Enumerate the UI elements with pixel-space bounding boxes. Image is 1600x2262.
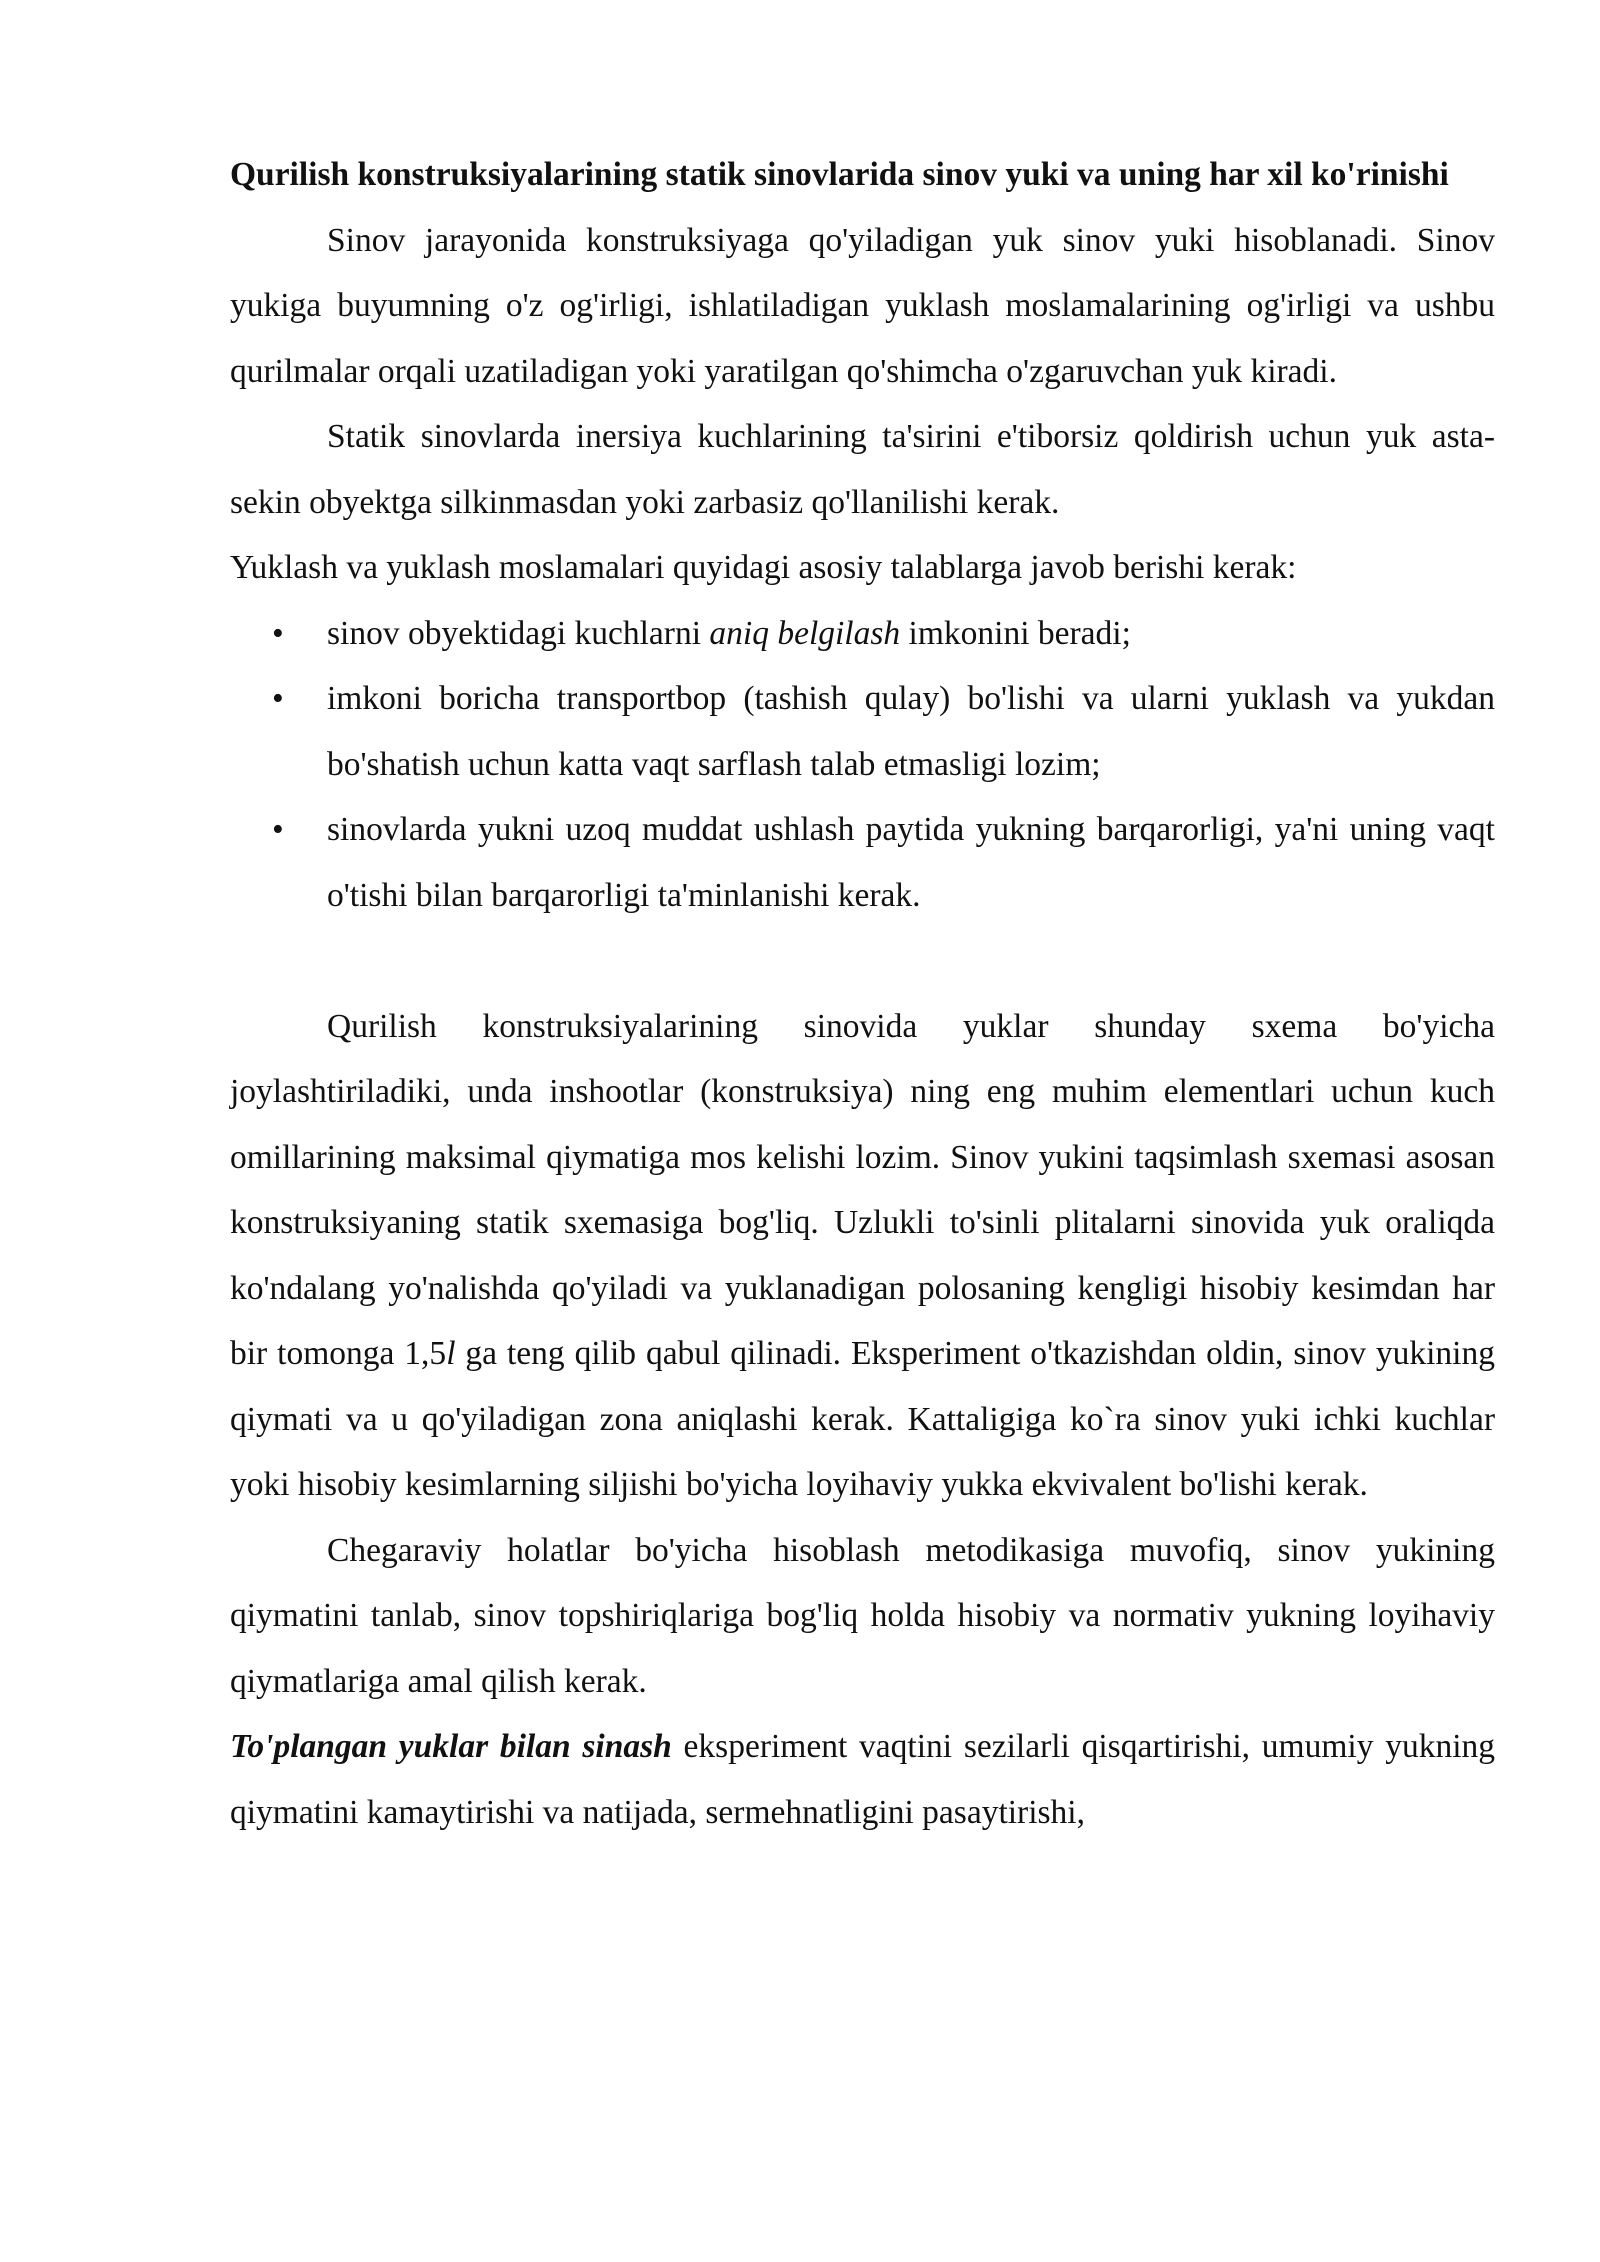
document-title: Qurilish konstruksiyalarining statik sinovlarida sinov yuki va uning har xil ko'rinishi (230, 156, 1449, 193)
span-variable: l (446, 1335, 456, 1372)
paragraph-text: ga teng qilib qabul qilinadi. Eksperiment o'tkazishdan oldin, sinov yukining qiymati va u qo'yiladigan zona aniqlashi kerak. Kattaligiga ko`ra sinov yuki ichki kuchlar yoki hisobiy kesimlarning siljishi bo'yicha loyihaviy yukka ekvivalent bo'lishi kerak. (230, 1335, 1495, 1503)
list-item-emphasis: aniq belgilash (709, 614, 901, 652)
paragraph-concentrated-loads (230, 1714, 1495, 1845)
paragraph-limit-states: Chegaraviy holatlar bo'yicha hisoblash metodikasiga muvofiq, sinov yukining qiymatini tanlab, sinov topshiriqlariga bog'liq holda hisobiy va normativ yukning loyihaviy qiymatlariga amal qilish kerak. (230, 1531, 1495, 1700)
list-item-text: sinovlarda yukni uzoq muddat ushlash paytida yukning barqarorligi, ya'ni uning vaqt o'tishi bilan barqarorligi ta'minlanishi kerak. (327, 811, 1495, 914)
paragraph-static-tests: Statik sinovlarda inersiya kuchlarining ta'sirini e'tiborsiz qoldirish uchun yuk asta-sekin obyektga silkinmasdan yoki zarbasiz qo'llanilishi kerak. (230, 418, 1495, 521)
bullet-icon: • (272, 680, 284, 717)
document-page (230, 142, 1495, 1845)
paragraph-text: eksperiment vaqtini sezilarli qisqartirishi, umumiy yukning qiymatini kamaytirishi va natijada, sermehnatligini pasaytirishi, (230, 1728, 1496, 1831)
list-item-text: sinov obyektidagi kuchlarni (327, 614, 710, 652)
paragraph-emphasis: To'plangan yuklar bilan sinash (230, 1728, 672, 1765)
list-item (272, 666, 1495, 797)
paragraph-text: Qurilish konstruksiyalarining sinovida yuklar shunday sxema bo'yicha joylashtiriladiki, unda inshootlar (konstruksiya) ning eng muhim elementlari uchun kuch omillarining maksimal qiymatiga mos kelishi lozim. Sinov yukini taqsimlash sxemasi asosan konstruksiyaning statik sxemasiga bog'liq. Uzlukli to'sinli plitalarni sinovida yuk oraliqda ko'ndalang yo'nalishda qo'yiladi va yuklanadigan polosaning kengligi hisobiy kesimdan har bir tomonga 1,5 (230, 1007, 1495, 1372)
paragraph-requirements-intro: Yuklash va yuklash moslamalari quyidagi asosiy talablarga javob berishi kerak: (230, 549, 1297, 586)
paragraph-test-load-definition: Sinov jarayonida konstruksiyaga qo'yiladigan yuk sinov yuki hisoblanadi. Sinov yukiga buyumning o'z og'irligi, ishlatiladigan yuklash moslamalarining og'irligi va ushbu qurilmalar orqali uzatiladigan yoki yaratilgan qo'shimcha o'zgaruvchan yuk kiradi. (230, 221, 1495, 390)
list-item-text: imkonini beradi; (900, 614, 1131, 652)
list-item (272, 797, 1495, 928)
paragraph-load-scheme (230, 994, 1495, 1518)
list-item (272, 601, 1495, 667)
list-item-text: imkoni boricha transportbop (tashish qulay) bo'lishi va ularni yuklash va yukdan bo'shatish uchun katta vaqt sarflash talab etmasligi lozim; (327, 680, 1495, 783)
blank-line (230, 928, 1495, 994)
requirements-list (230, 601, 1495, 929)
bullet-icon: • (272, 614, 284, 652)
bullet-icon: • (272, 811, 284, 848)
